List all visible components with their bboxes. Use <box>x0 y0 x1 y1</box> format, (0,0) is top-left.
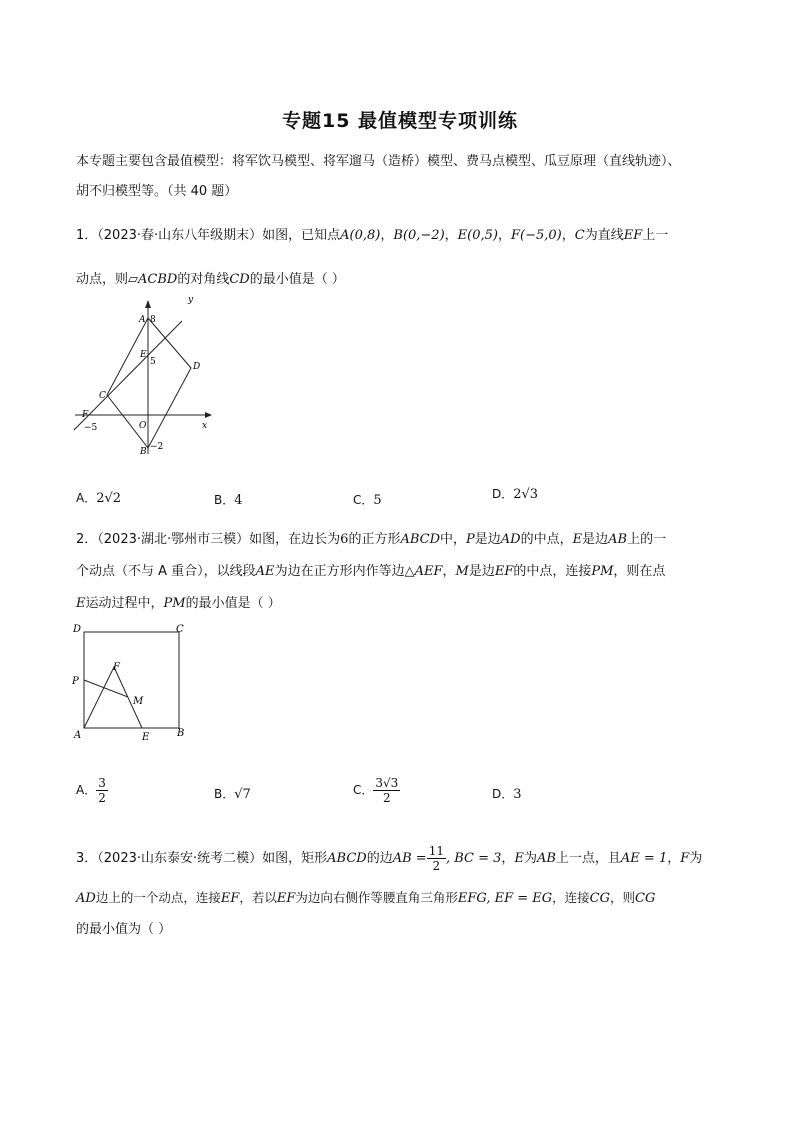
q3-text: 边上的一个动点，连接 <box>95 890 221 905</box>
fraction-numerator: 3√3 <box>375 776 399 790</box>
option-value: 3 <box>513 787 522 802</box>
q3-ab-fraction <box>427 844 446 873</box>
q3-triangle-efg: EFG, EF = EG <box>457 891 553 906</box>
option-label: A． <box>76 491 97 505</box>
q3-side-ad: AD <box>76 891 96 906</box>
q2-option-a[interactable] <box>76 776 108 805</box>
q1-text: 上一 <box>642 228 669 243</box>
q1-point-c: C <box>574 228 585 243</box>
page-title: 专题15 最值模型专项训练 <box>281 110 519 132</box>
q2-text: 是边 <box>474 532 501 547</box>
q1-point-e: E(0,5) <box>457 228 498 243</box>
q3-source: （2023·山东泰安·统考二模） <box>97 851 263 866</box>
q3-rectangle: ABCD <box>327 851 367 866</box>
intro-line-2: 胡不归模型等。（共 40 题） <box>76 184 238 199</box>
option-value: 4 <box>234 493 243 508</box>
q2-text: 的最小值是（ ） <box>185 596 281 611</box>
option-value: 2√3 <box>513 487 539 502</box>
q2-point-m: M <box>455 564 469 579</box>
q2-side-ad: AD <box>500 532 521 547</box>
option-value: 5 <box>373 493 382 508</box>
q3-text: 如图，矩形 <box>262 851 328 866</box>
option-label: D． <box>492 487 514 501</box>
option-value: √7 <box>234 787 251 802</box>
q2-label-p: P <box>72 676 79 687</box>
q3-text: ，连接 <box>552 890 590 905</box>
option-label: C． <box>353 493 374 507</box>
q3-text: 的边 <box>366 851 393 866</box>
q3-text: ，若以 <box>239 890 277 905</box>
q3-number: 3． <box>76 851 98 866</box>
q3-text: ， <box>667 851 681 866</box>
q2-text: 如图，在边长为 <box>249 532 341 547</box>
q1-figure <box>70 296 220 466</box>
q2-point-e: E <box>76 596 86 611</box>
q3-point-e: E <box>514 851 524 866</box>
q2-figure <box>70 620 200 745</box>
q1-label-x: x <box>202 421 208 431</box>
q2-segment-pm: PM <box>163 596 186 611</box>
q1-label-minus5: −5 <box>84 423 98 433</box>
option-label: C． <box>353 783 374 797</box>
q1-line-ef: EF <box>623 228 643 243</box>
q2-triangle: △AEF <box>404 564 443 579</box>
q2-segment-ae: AE <box>255 564 275 579</box>
q1-text: 为直线 <box>584 228 624 243</box>
q2-line-2 <box>76 562 665 582</box>
q1-option-d[interactable] <box>492 484 538 505</box>
q2-side-ef: EF <box>494 564 514 579</box>
q2-label-a: A <box>74 730 82 741</box>
q1-text: 的对角线 <box>177 272 230 287</box>
q1-option-a[interactable] <box>76 488 121 509</box>
q1-option-c[interactable] <box>353 490 382 511</box>
fraction-numerator: 11 <box>428 844 444 858</box>
q3-side-ab: AB = <box>392 851 427 866</box>
q1-point-f: F(−5,0) <box>511 228 562 243</box>
q2-text: 是边 <box>468 564 495 579</box>
q1-label-b: B <box>140 447 147 457</box>
intro-line-1: 本专题主要包含最值模型：将军饮马模型、将军遛马（造桥）模型、费马点模型、瓜豆原理（直线轨迹）、 <box>76 154 681 169</box>
q2-label-b: B <box>177 728 185 739</box>
q2-point-p: P <box>466 532 475 547</box>
q1-x-arrow-icon <box>205 412 212 418</box>
q2-square-abcd <box>84 632 179 728</box>
q2-option-d[interactable] <box>492 784 522 805</box>
q2-text: ， <box>442 564 456 579</box>
fraction-numerator: 3 <box>98 776 106 790</box>
q1-label-e: E <box>140 350 147 360</box>
q2-text: 为边在正方形内作等边 <box>274 564 405 579</box>
q3-segment-ef: EF <box>220 891 240 906</box>
q3-segment-cg: CG <box>589 891 610 906</box>
q1-text: 动点，则 <box>76 272 129 287</box>
q1-label-o: O <box>139 421 147 431</box>
q2-number: 2． <box>76 532 98 547</box>
q2-option-c-fraction <box>373 776 400 805</box>
q1-label-c: C <box>99 391 106 401</box>
q3-point-f: F <box>680 851 690 866</box>
q3-text: 为 <box>523 851 537 866</box>
q2-option-a-fraction <box>96 776 108 805</box>
q1-label-a: A <box>139 315 146 325</box>
q1-label-d: D <box>193 362 201 372</box>
q3-text: 为边向右侧作等腰直角三角形 <box>295 890 458 905</box>
q3-segment-ae: AE = 1 <box>620 851 668 866</box>
option-label: B． <box>214 787 235 801</box>
q2-label-f: F <box>113 662 120 673</box>
q2-square: ABCD <box>400 532 441 547</box>
q2-segment-pm: PM <box>591 564 614 579</box>
q1-line-2 <box>76 270 345 290</box>
q2-text: 是边 <box>582 532 609 547</box>
q2-side-ab: AB <box>608 532 628 547</box>
q3-line-2 <box>76 888 655 909</box>
q2-text: 的正方形 <box>348 532 401 547</box>
q2-text: 的中点，连接 <box>513 564 592 579</box>
q1-parallelogram: ▱ACBD <box>128 272 178 287</box>
q3-side-bc: , BC = 3 <box>445 851 502 866</box>
q1-label-5: 5 <box>150 357 156 367</box>
q2-line-1 <box>76 530 666 550</box>
fraction-denominator: 2 <box>432 859 441 873</box>
q1-point-b: B(0,−2) <box>393 228 445 243</box>
q3-text: 上一点，且 <box>555 851 621 866</box>
option-label: A． <box>76 783 97 797</box>
q2-text: ，则在点 <box>613 564 666 579</box>
q2-label-d: D <box>73 624 82 635</box>
q3-text: 为 <box>689 851 703 866</box>
q2-text: 个动点（不与 A 重合），以线段 <box>76 564 256 579</box>
q2-label-m: M <box>133 696 144 707</box>
q3-text: ， <box>501 851 515 866</box>
q2-side-length: 6 <box>340 532 349 547</box>
q2-label-c: C <box>176 624 184 635</box>
q1-y-arrow-icon <box>145 300 151 308</box>
q3-line-3: 的最小值为（ ） <box>76 922 172 937</box>
option-label: B． <box>214 493 235 507</box>
q2-option-c[interactable] <box>353 776 400 805</box>
q1-label-y: y <box>188 296 194 305</box>
q2-line-3 <box>76 594 281 614</box>
q2-option-b[interactable] <box>214 784 251 805</box>
q1-parallelogram-acbd <box>107 318 191 448</box>
q2-text: 上的一 <box>627 532 667 547</box>
q3-line-1 <box>76 844 702 874</box>
q3-side-ab: AB <box>536 851 556 866</box>
q1-line-1: 1．（2023·春·山东八年级期末）如图，已知点A(0,8)，B(0,−2)，E(0,5)，F(−5,0)，C为直线EF上一 <box>76 228 669 243</box>
q1-line-ef-drawn <box>74 321 182 430</box>
q1-text: 如图，已知点 <box>262 228 341 243</box>
q1-label-minus2: −2 <box>150 442 164 452</box>
q1-source: （2023·春·山东八年级期末） <box>97 228 263 243</box>
q1-text: 的最小值是（ ） <box>249 272 345 287</box>
fraction-denominator: 2 <box>98 791 106 805</box>
q3-segment-ef: EF <box>276 891 296 906</box>
q1-point-a: A(0,8) <box>340 228 381 243</box>
q2-text: 的中点， <box>520 532 573 547</box>
q2-point-e: E <box>572 532 583 547</box>
q1-diagonal-cd: CD <box>229 272 250 287</box>
q1-label-8: 8 <box>150 315 156 325</box>
q2-text: 运动过程中， <box>85 596 164 611</box>
q3-segment-cg: CG <box>635 891 656 906</box>
q3-text: ，则 <box>610 890 636 905</box>
q2-label-e: E <box>142 732 150 743</box>
fraction-denominator: 2 <box>383 791 391 805</box>
q1-label-f: F <box>82 410 89 420</box>
option-label: D． <box>492 787 514 801</box>
q2-text: 中， <box>440 532 467 547</box>
option-value: 2√2 <box>96 491 122 506</box>
q1-number: 1． <box>76 228 98 243</box>
q2-source: （2023·湖北·鄂州市三模） <box>97 532 250 547</box>
q1-option-b[interactable] <box>214 490 243 511</box>
